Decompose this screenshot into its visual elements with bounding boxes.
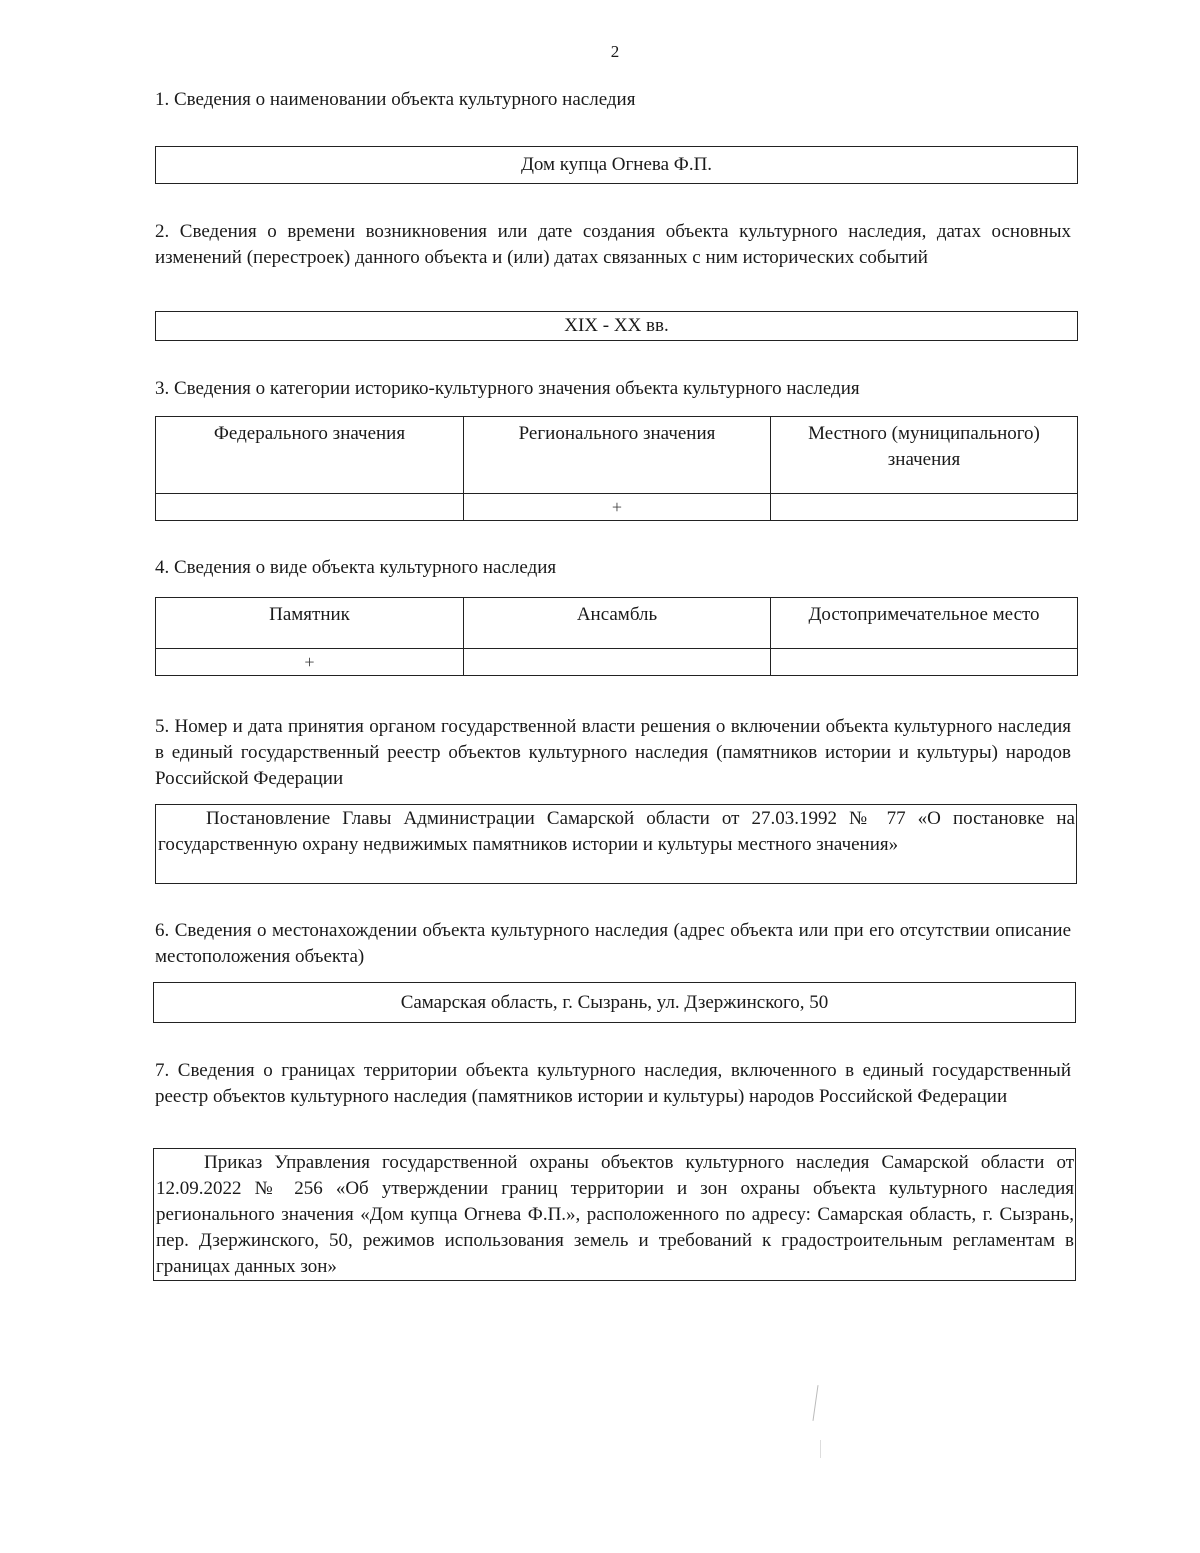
section-7-heading: 7. Сведения о границах территории объекта культурного наследия, включенного в единый государственный реестр объектов культурного наследия (памятников истории и культуры) народов Российской Федерации (155, 1060, 1071, 1107)
object-name-box (155, 146, 1078, 184)
registry-decision-box (155, 804, 1077, 884)
scan-mark (812, 1385, 818, 1421)
category-local-mark (771, 494, 1078, 521)
object-name-value: Дом купца Огнева Ф.П. (520, 154, 713, 175)
category-regional-mark: + (464, 494, 771, 521)
section-4-heading: 4. Сведения о виде объекта культурного наследия (155, 557, 557, 578)
scan-mark (820, 1440, 821, 1458)
location-box (153, 982, 1076, 1023)
category-federal-header: Федерального значения (156, 417, 464, 494)
object-type-table (155, 597, 1078, 676)
location-value: Самарская область, г. Сызрань, ул. Дзержинского, 50 (400, 991, 829, 1013)
section-2-heading: 2. Сведения о времени возникновения или дате создания объекта культурного наследия, датах основных изменений (перестроек) данного объекта и (или) датах связанных с ним исторических событий (155, 221, 1071, 268)
type-landmark-mark (771, 649, 1078, 676)
page-number: 2 (610, 42, 620, 61)
type-landmark-header: Достопримечательное место (771, 598, 1078, 649)
registry-decision-value: Постановление Главы Администрации Самарской области от 27.03.1992 № 77 «О постановке на государственную охрану недвижимых памятников истории и культуры местного значения» (158, 808, 1075, 855)
type-monument-header: Памятник (156, 598, 464, 649)
category-table (155, 416, 1078, 521)
category-regional-header: Регионального значения (464, 417, 771, 494)
territory-boundaries-box (153, 1148, 1076, 1281)
type-monument-mark: + (156, 649, 464, 676)
creation-date-box (155, 311, 1078, 341)
type-ensemble-mark (464, 649, 771, 676)
type-ensemble-header: Ансамбль (464, 598, 771, 649)
section-3-heading: 3. Сведения о категории историко-культурного значения объекта культурного наследия (155, 378, 860, 399)
section-1-heading: 1. Сведения о наименовании объекта культурного наследия (155, 89, 636, 110)
section-5-heading: 5. Номер и дата принятия органом государственной власти решения о включении объекта культурного наследия в единый государственный реестр объектов культурного наследия (памятников истории и культуры) народов Российской Федерации (155, 716, 1071, 789)
section-6-heading: 6. Сведения о местонахождении объекта культурного наследия (адрес объекта или при его отсутствии описание местоположения объекта) (155, 920, 1071, 967)
category-federal-mark (156, 494, 464, 521)
territory-boundaries-value: Приказ Управления государственной охраны объектов культурного наследия Самарской области от 12.09.2022 № 256 «Об утверждении границ территории и зон охраны объекта культурного наследия регионального значения «Дом купца Огнева Ф.П.», расположенного по адресу: Самарская область, г. Сызрань, пер. Дзержинского, 50, режимов использования земель и требований к градостроительным регламентам в границах данных зон» (156, 1152, 1074, 1277)
category-local-header: Местного (муниципального) значения (771, 417, 1078, 494)
creation-date-value: XIX - XX вв. (564, 315, 669, 336)
